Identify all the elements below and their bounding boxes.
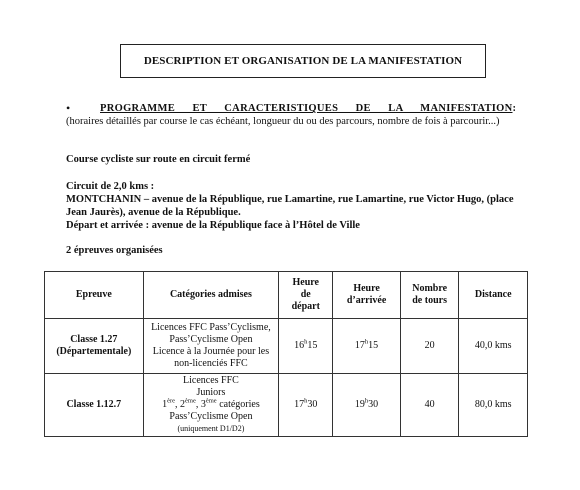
row2-depart-min: 30 [307,399,318,410]
row2-cat-3-sup: ème [205,397,217,405]
programme-heading: PROGRAMME ET CARACTERISTIQUES DE LA MANIFESTATION [100,103,513,114]
document-title: DESCRIPTION ET ORGANISATION DE LA MANIFESTATION [143,55,463,67]
epreuves-count: 2 épreuves organisées [66,245,163,256]
row2-cat-4: catégories [216,399,260,410]
row1-distance: 40,0 kms [459,319,528,374]
row1-cat-line4: non-licenciés FFC [174,358,248,369]
circuit-depart-arrivee: Départ et arrivée : avenue de la République face à l’Hôtel de Ville [66,220,360,231]
row1-tours: 20 [400,319,459,374]
header-arrivee [333,272,401,319]
row1-epreuve-line2: (Départementale) [56,346,132,357]
row1-arrivee-sup: h [364,338,369,346]
header-epreuve: Epreuve [45,272,144,319]
row2-arrivee-hour: 19 [354,399,365,410]
row1-categories [143,319,279,374]
row2-distance: 80,0 kms [459,374,528,437]
row2-cat-1: 1 [162,399,168,410]
course-type-block [66,153,526,166]
row2-arrivee [333,374,401,437]
header-depart-line2: de [300,289,311,300]
circuit-block [66,180,526,232]
row2-arrivee-sup: h [364,397,369,405]
row1-depart-hour: 16 [294,340,305,351]
row1-cat-line2: Pass’Cyclisme Open [169,334,253,345]
bullet-icon: • [66,101,71,115]
programme-heading-colon: : [512,103,516,114]
row2-depart-sup: h [304,397,308,405]
row2-categories [143,374,279,437]
header-arrivee-line1: Heure [353,283,380,294]
header-depart-line1: Heure [292,277,319,288]
row1-arrivee-min: 15 [368,340,379,351]
table-header-row [45,272,528,319]
row1-depart-sup: h [304,338,308,346]
circuit-length: Circuit de 2,0 kms : [66,181,155,192]
row1-depart [279,319,333,374]
row2-arrivee-min: 30 [368,399,379,410]
row2-cat-line4: Pass’Cyclisme Open [169,411,253,422]
document-title-box [120,44,486,78]
row1-cat-line1: Licences FFC Pass’Cyclisme, [151,322,271,333]
circuit-route: MONTCHANIN – avenue de la République, rue Lamartine, rue Lamartine, rue Victor Hugo, (place Jean Jaurès), avenue de la République. [66,194,514,218]
epreuves-count-block [66,244,526,257]
row1-epreuve-line1: Classe 1.27 [70,334,118,345]
programme-section [66,102,516,128]
header-depart [279,272,333,319]
row2-cat-3: , 3 [195,399,206,410]
row1-epreuve [45,319,144,374]
row2-tours: 40 [400,374,459,437]
row1-arrivee [333,319,401,374]
table-row [45,374,528,437]
course-type: Course cycliste sur route en circuit fermé [66,154,251,165]
row1-depart-min: 15 [307,340,318,351]
row2-cat-2: , 2 [175,399,186,410]
row2-cat-line3 [147,399,276,411]
header-tours [400,272,459,319]
row1-arrivee-hour: 17 [354,340,365,351]
row2-cat-line5: (uniquement D1/D2) [177,424,245,433]
row2-cat-line1: Licences FFC [183,375,239,386]
programme-details: (horaires détaillés par course le cas échéant, longueur du ou des parcours, nombre de fois à parcourir...) [66,116,500,127]
row2-depart-hour: 17 [294,399,305,410]
header-tours-line2: de tours [412,295,447,306]
header-categories: Catégories admises [143,272,279,319]
header-arrivee-line2: d’arrivée [346,295,387,306]
row2-epreuve: Classe 1.12.7 [45,374,144,437]
header-depart-line3: départ [291,301,320,312]
row1-cat-line3: Licence à la Journée pour les [152,346,270,357]
header-tours-line1: Nombre [412,283,448,294]
header-distance: Distance [459,272,528,319]
table-row [45,319,528,374]
row2-cat-1-sup: ère [167,397,176,405]
programme-heading-row [66,102,516,115]
row2-depart [279,374,333,437]
row2-cat-2-sup: ème [185,397,196,405]
row2-cat-line2: Juniors [196,387,226,398]
epreuves-table [44,271,528,437]
